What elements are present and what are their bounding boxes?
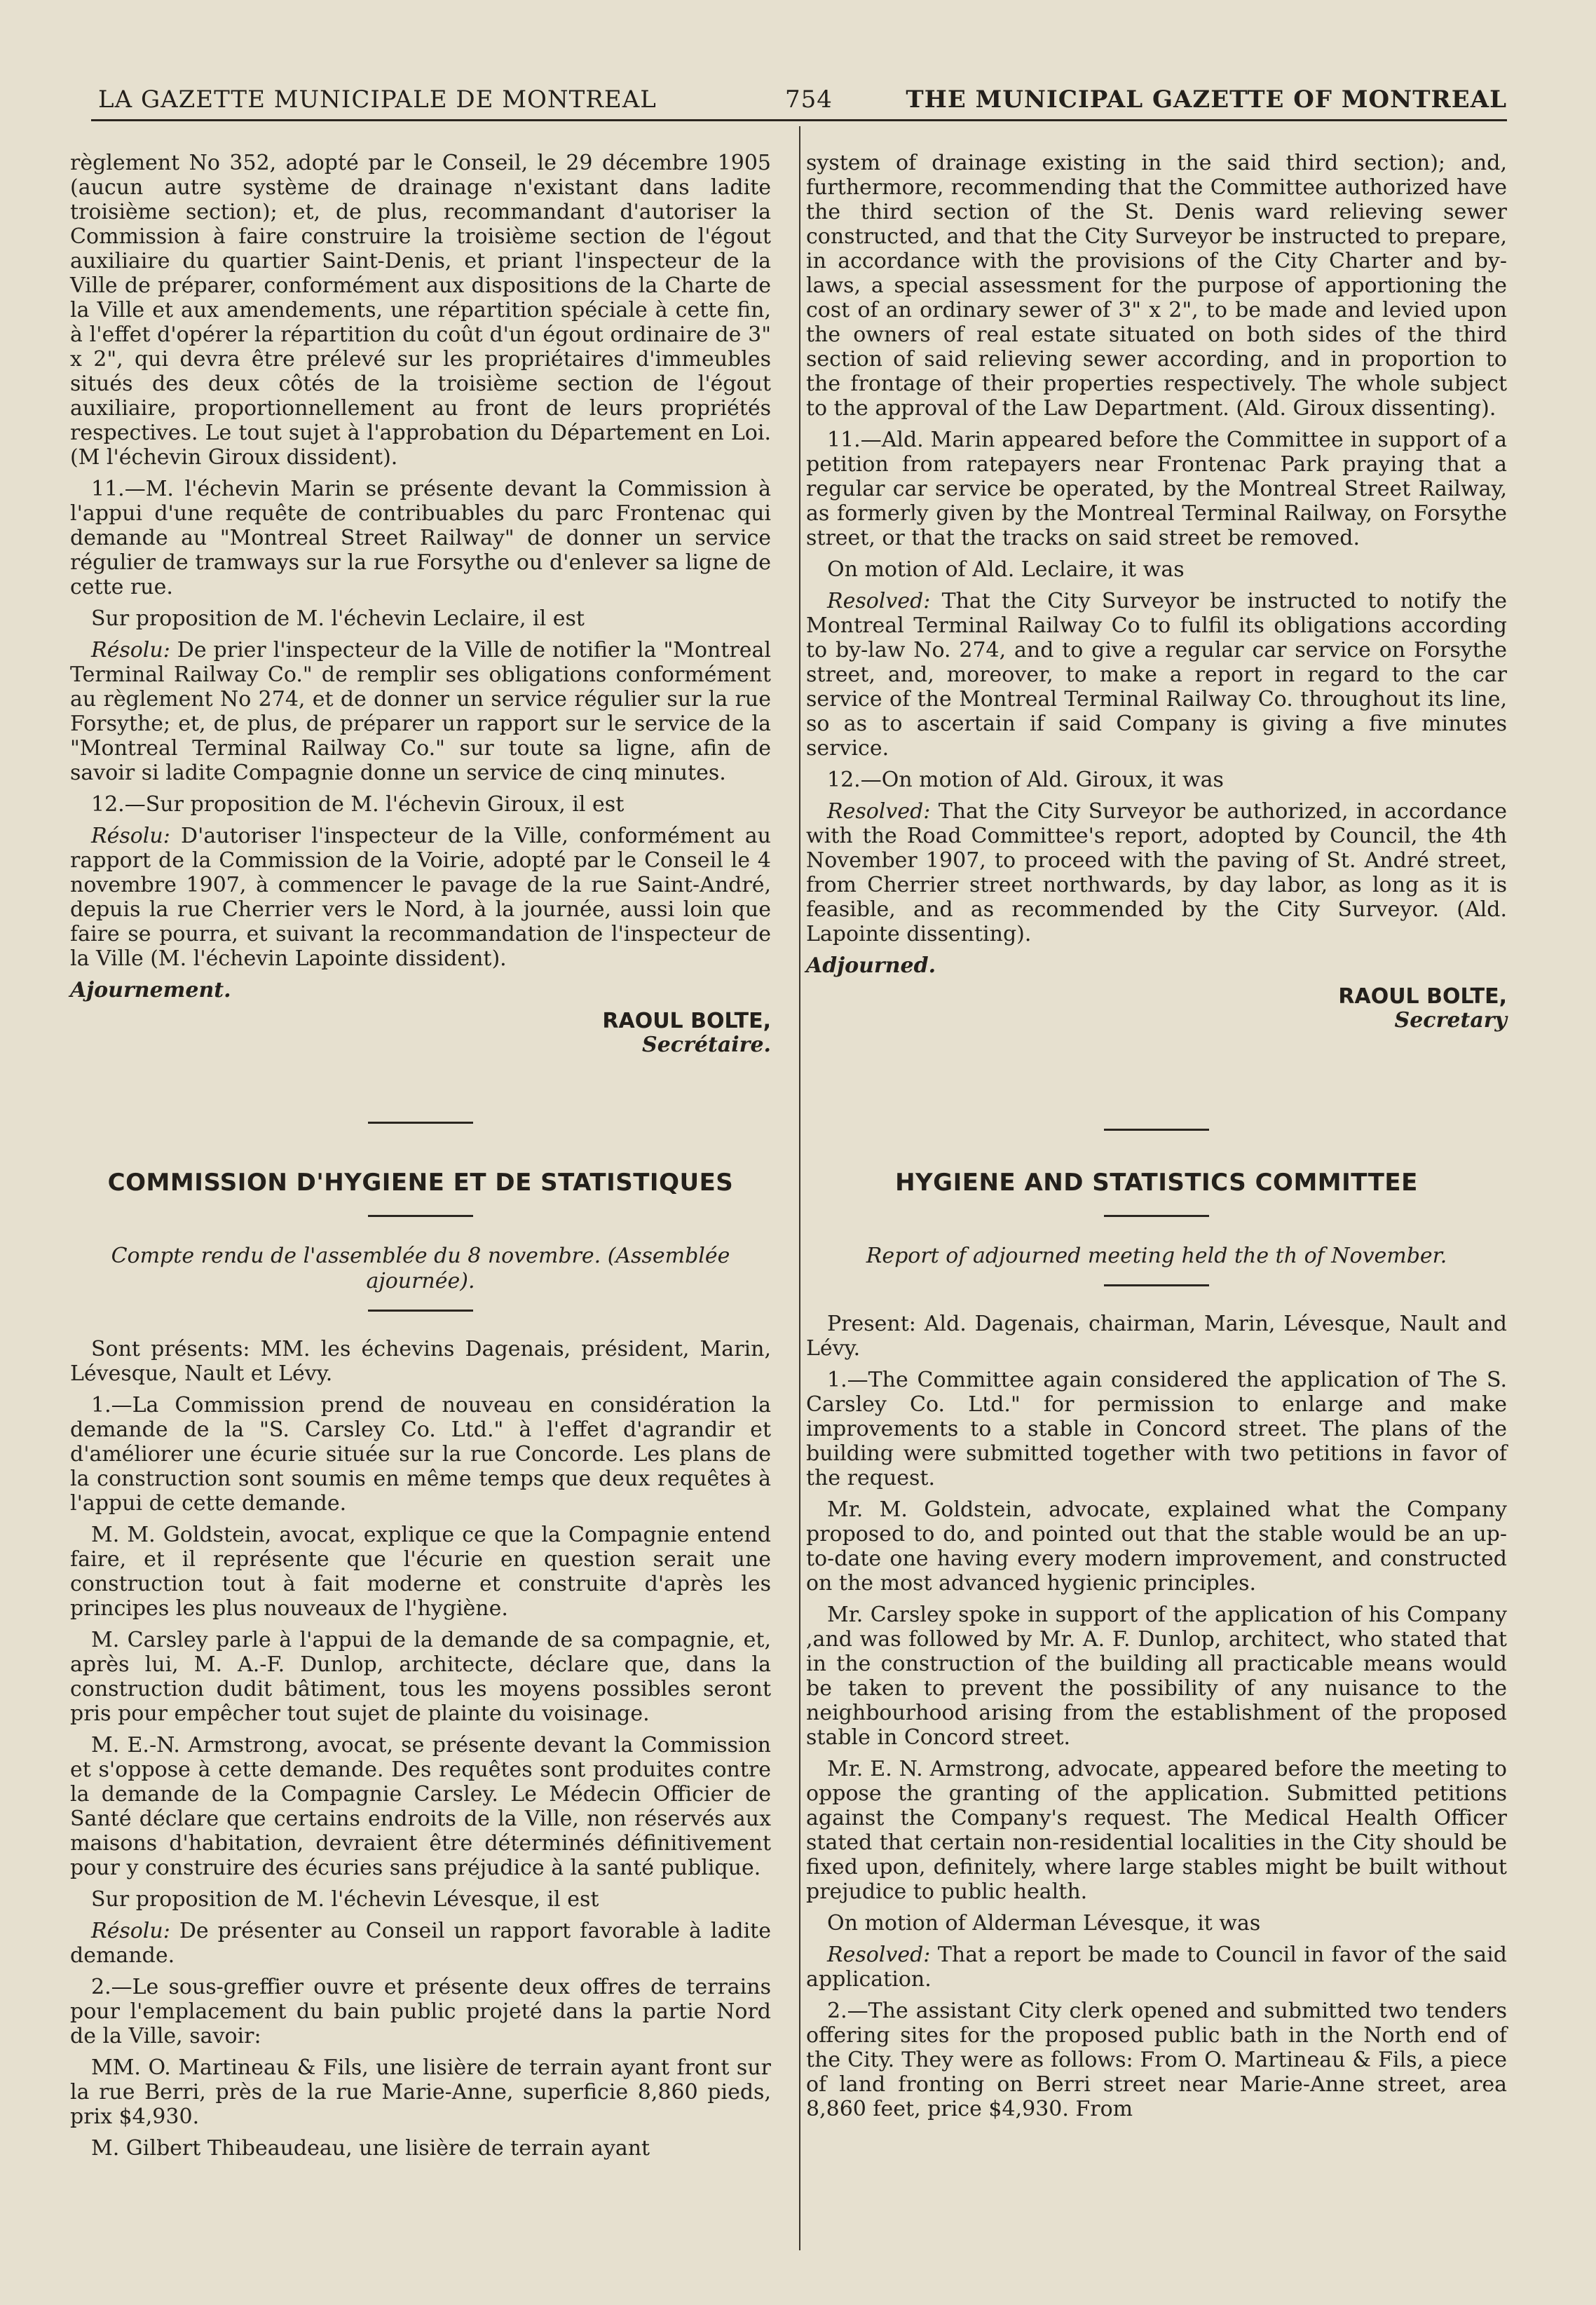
signature-role: Secrétaire. [642, 1033, 771, 1057]
right-bottom-resolution [806, 1943, 1507, 1992]
right-top-paragraph-1: system of drainage existing in the said third section); and, furthermore, recommending that the Committee authorized have the third section of the St. Denis ward relieving sewer constructed, and that the City Surveyor be instructed to prepare, in accordance with the provisions of the City Charter and by-laws, a special assessment for the purpose of apportioning the cost of an ordinary sewer of 3" x 2", to be made and levied upon the owners of real estate situated on both sides of the third section of said relieving sewer according, and in proportion to the frontage of their properties respectively. The whole subject to the approval of the Law Department. (Ald. Giroux dissenting). [806, 151, 1507, 421]
left-bottom-resolution [70, 1919, 771, 1968]
attendance-paragraph: Present: Ald. Dagenais, chairman, Marin, Lévesque, Nault and Lévy. [806, 1312, 1507, 1361]
right-top-paragraph-5: 12.—On motion of Ald. Giroux, it was [827, 768, 1224, 792]
right-column-top [806, 151, 1507, 1033]
section-rule [368, 1122, 473, 1124]
left-bottom-paragraph-9: MM. O. Martineau & Fils, une lisière de terrain ayant front sur la rue Berri, près de la rue Marie-Anne, superficie 8,860 pieds, prix $4,930. [70, 2055, 771, 2129]
page-header [91, 79, 1507, 114]
right-top-paragraph-3: On motion of Ald. Leclaire, it was [827, 557, 1185, 582]
left-section-rule-wrap [70, 1122, 771, 1124]
resolution-text: De présenter au Conseil un rapport favorable à ladite demande. [70, 1919, 771, 1968]
right-bottom-paragraph-8: 2.—The assistant City clerk opened and submitted two tenders offering sites for the proposed public bath in the North end of the City. They were as follows: From O. Martineau & Fils, a piece of land fronting on Berri street near Marie-Anne street, area 8,860 feet, price $4,930. From [806, 1999, 1507, 2121]
signature-name: RAOUL BOLTE, [1338, 984, 1507, 1009]
left-column-top [70, 151, 771, 1057]
resolution-label: Resolved: [827, 589, 931, 613]
left-bottom-paragraph-6: Sur proposition de M. l'échevin Lévesque, il est [91, 1887, 599, 1912]
section-rule [1104, 1129, 1209, 1131]
signature-role: Secretary [1394, 1008, 1507, 1033]
signature-block [70, 1009, 771, 1057]
left-top-resolution-2 [70, 824, 771, 971]
right-section-rule-wrap [806, 1129, 1507, 1131]
resolution-label: Resolved: [827, 799, 931, 824]
right-top-resolution-2 [806, 799, 1507, 946]
resolution-label: Résolu: [91, 638, 170, 662]
resolution-label: Résolu: [91, 824, 170, 848]
header-rule [91, 119, 1507, 121]
meeting-report-subtitle: Compte rendu de l'assemblée du 8 novembre. (Assemblée ajournée). [111, 1244, 730, 1293]
left-bottom-paragraph-2: 1.—La Commission prend de nouveau en considération la demande de la "S. Carsley Co. Ltd." à l'effet d'agrandir et d'améliorer une écurie située sur la rue Concorde. Les plans de la construction sont soumis en même temps que deux requêtes à l'appui de cette demande. [70, 1393, 771, 1516]
right-column-bottom [806, 1171, 1507, 2128]
right-bottom-paragraph-3: Mr. M. Goldstein, advocate, explained what the Company proposed to do, and pointed out that the stable would be an up-to-date one having every modern improvement, and constructed on the most advanced hygienic principles. [806, 1497, 1507, 1596]
left-top-paragraph-2: 11.—M. l'échevin Marin se présente devant la Commission à l'appui d'une requête de contribuables du parc Frontenac qui demande au "Montreal Street Railway" de donner un service régulier de tramways sur la rue Forsythe ou d'enlever sa ligne de cette rue. [70, 477, 771, 599]
resolution-label: Resolved: [827, 1943, 931, 1967]
right-top-paragraph-2: 11.—Ald. Marin appeared before the Committee in support of a petition from ratepayers near Frontenac Park praying that a regular car service be operated, by the Montreal Street Railway, as formerly given by the Montreal Terminal Railway, on Forsythe street, or that the tracks on said street be removed. [806, 428, 1507, 550]
meeting-report-subtitle: Report of adjourned meeting held the th of November. [866, 1244, 1447, 1268]
right-bottom-paragraph-2: 1.—The Committee again considered the application of The S. Carsley Co. Ltd." for permission to enlarge and make improvements to a stable in Concord street. The plans of the building were submitted together with two petitions in favor of the request. [806, 1368, 1507, 1490]
left-bottom-paragraph-10: M. Gilbert Thibeaudeau, une lisière de terrain ayant [91, 2136, 650, 2161]
right-bottom-paragraph-5: Mr. E. N. Armstrong, advocate, appeared before the meeting to oppose the granting of the application. Submitted petitions against the Company's request. The Medical Health Officer stated that certain non-residential localities in the City should be fixed upon, definitely, where large stables might be built without prejudice to public health. [806, 1757, 1507, 1904]
resolution-text: D'autoriser l'inspecteur de la Ville, conformément au rapport de la Commission de la Voirie, adopté par le Conseil le 4 novembre 1907, à commencer le pavage de la rue Saint-André, depuis la rue Cherrier vers le Nord, à la journée, aussi loin que faire se pourra, et suivant la recommandation de l'inspecteur de la Ville (M. l'échevin Lapointe dissident). [70, 824, 771, 971]
left-column-bottom [70, 1171, 771, 2168]
section-title-french: COMMISSION D'HYGIENE ET DE STATISTIQUES [107, 1169, 734, 1197]
left-bottom-paragraph-3: M. M. Goldstein, avocat, explique ce que la Compagnie entend faire, et il représente que l'écurie en question serait une construction tout à fait moderne et construite d'après les principes les plus nouveaux de l'hygiène. [70, 1523, 771, 1621]
adjournment-note: Adjourned. [806, 953, 936, 978]
left-bottom-paragraph-5: M. E.-N. Armstrong, avocat, se présente devant la Commission et s'oppose à cette demande. Des requêtes sont produites contre la demande de la Compagnie Carsley. Le Médecin Officier de Santé déclare que certains endroits de la Ville, non réservés aux maisons d'habitation, devraient être déterminés définitivement pour y construire des écuries sans préjudice à la santé publique. [70, 1733, 771, 1880]
header-english-title: THE MUNICIPAL GAZETTE OF MONTREAL [906, 86, 1507, 114]
left-top-paragraph-5: 12.—Sur proposition de M. l'échevin Giroux, il est [91, 792, 625, 817]
left-bottom-paragraph-8: 2.—Le sous-greffier ouvre et présente deux offres de terrains pour l'emplacement du bain public projeté dans la partie Nord de la Ville, savoir: [70, 1975, 771, 2048]
signature-name: RAOUL BOLTE, [602, 1009, 771, 1033]
attendance-paragraph: Sont présents: MM. les échevins Dagenais, président, Marin, Lévesque, Nault et Lévy. [70, 1337, 771, 1386]
adjournment-note: Ajournement. [70, 978, 231, 1002]
resolution-text: De prier l'inspecteur de la Ville de notifier la "Montreal Terminal Railway Co." de remplir ses obligations conformément au règlement No 274, et de donner un service régulier sur la rue Forsythe; et, de plus, de préparer un rapport sur le service de la "Montreal Terminal Railway Co." sur toute sa ligne, afin de savoir si ladite Compagnie donne un service de cinq minutes. [70, 638, 771, 785]
left-bottom-paragraph-4: M. Carsley parle à l'appui de la demande de sa compagnie, et, après lui, M. A.-F. Dunlop, architecte, déclare que, dans la construction dudit bâtiment, tous les moyens possibles seront pris pour empêcher tout sujet de plainte du voisinage. [70, 1628, 771, 1726]
column-divider [799, 126, 800, 2250]
resolution-text: That a report be made to Council in favor of the said application. [806, 1943, 1507, 1992]
header-french-title: LA GAZETTE MUNICIPALE DE MONTREAL [98, 86, 657, 114]
right-bottom-paragraph-4: Mr. Carsley spoke in support of the application of his Company ,and was followed by Mr. A. F. Dunlop, architect, who stated that in the construction of the building all practicable means would be taken to prevent the possibility of any nuisance to the neighbourhood arising from the establishment of the proposed stable in Concord street. [806, 1603, 1507, 1750]
resolution-text: That the City Surveyor be authorized, in accordance with the Road Committee's report, adopted by Council, the 4th November 1907, to proceed with the paving of St. André street, from Cherrier street northwards, by day labor, as long as it is feasible, and as recommended by the City Surveyor. (Ald. Lapointe dissenting). [806, 799, 1507, 946]
signature-block [806, 985, 1507, 1033]
resolution-text: That the City Surveyor be instructed to notify the Montreal Terminal Railway Co to fulfil its obligations according to by-law No. 274, and to give a regular car service on Forsythe street, and, moreover, to make a report in regard to the car service of the Montreal Terminal Railway Co. throughout its line, so as to ascertain if said Company is giving a five minutes service. [806, 589, 1507, 761]
left-top-resolution-1 [70, 638, 771, 785]
page-number: 754 [785, 86, 833, 114]
left-top-paragraph-3: Sur proposition de M. l'échevin Leclaire, il est [91, 606, 585, 631]
section-title-english: HYGIENE AND STATISTICS COMMITTEE [895, 1169, 1418, 1197]
resolution-label: Résolu: [91, 1919, 170, 1943]
left-top-paragraph-1: règlement No 352, adopté par le Conseil, le 29 décembre 1905 (aucun autre système de drainage n'existant dans ladite troisième section); et, de plus, recommandant d'autoriser la Commission à faire construire la troisième section de l'égout auxiliaire du quartier Saint-Denis, et priant l'inspecteur de la Ville de préparer, conformément aux dispositions de la Charte de la Ville et aux amendements, une répartition spéciale à cette fin, à l'effet d'opérer la répartition du coût d'un égout ordinaire de 3" x 2", qui devra être prélevé sur les propriétaires d'immeubles situés des deux côtés de la troisième section de l'égout auxiliaire, proportionnellement au front de leurs propriétés respectives. Le tout sujet à l'approbation du Département en Loi. (M l'échevin Giroux dissident). [70, 151, 771, 470]
right-top-resolution-1 [806, 589, 1507, 761]
right-bottom-paragraph-6: On motion of Alderman Lévesque, it was [827, 1911, 1261, 1936]
